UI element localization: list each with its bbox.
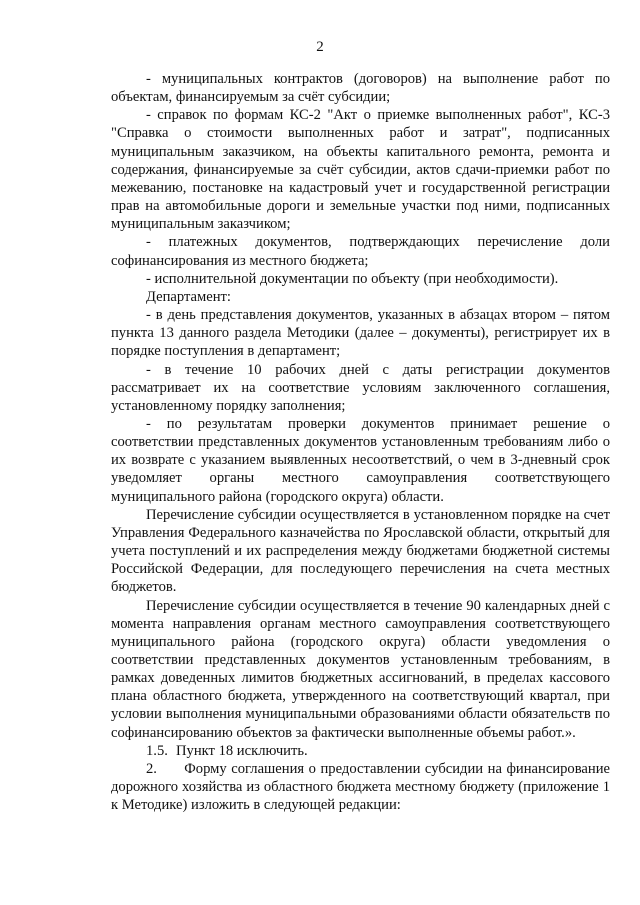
paragraph: - исполнительной документации по объекту (при необходимости).: [146, 270, 559, 287]
paragraph: Перечисление субсидии осуществляется в установленном порядке на счет Управления Федерального казначейства по Ярославской области, открытый для учета поступлений и их распределения между бюджетами бюджетной системы Российской Федерации, для последующего перечисления на счета местных бюджетов.: [111, 506, 610, 596]
item-number: 2.: [146, 760, 157, 777]
paragraph: - в течение 10 рабочих дней с даты регистрации документов рассматривает их на соответствие условиям заключенного соглашения, установленному порядку заполнения;: [111, 361, 610, 414]
paragraph: - в день представления документов, указанных в абзацах втором – пятом пункта 13 данного раздела Методики (далее – документы), регистрирует их в порядке поступления в департамент;: [111, 307, 610, 360]
paragraph: Перечисление субсидии осуществляется в течение 90 календарных дней с момента направления органам местного самоуправления соответствующего муниципального района (городского округа) области уведомления о соответствии представленных документов установленным требованиям, в рамках доведенных лимитов бюджетных ассигнований, в пределах кассового плана областного бюджета, утвержденного на соответствующий квартал, при условии выполнения муниципальными образованиями области обязательств по софинансированию объектов за фактически выполненные объемы работ.».: [111, 597, 610, 741]
paragraph: Департамент:: [146, 288, 231, 305]
list-item-text: Пункт 18 исключить.: [176, 742, 308, 759]
page-number: 2: [316, 39, 324, 55]
paragraph: - справок по формам КС-2 "Акт о приемке выполненных работ", КС-3 "Справка о стоимости выполненных работ и затрат", подписанных муниципальным заказчиком, на объекты капитального ремонта, ремонта и содержания, финансируемые за счёт субсидии, актов сдачи-приемки работ по межеванию, постановке на кадастровый учет и государственной регистрации прав на автомобильные дороги и земельные участки под ними, подписанных муниципальным заказчиком;: [111, 107, 610, 233]
document-body: [111, 70, 610, 814]
paragraph: - платежных документов, подтверждающих перечисление доли софинансирования из местного бюджета;: [111, 234, 610, 269]
paragraph: - по результатам проверки документов принимает решение о соответствии представленных документов установленным требованиям либо о их возврате с указанием выявленных несоответствий, о чем в 3-дневный срок уведомляет органы местного самоуправления соответствующего муниципального района (городского округа) области.: [111, 415, 610, 505]
paragraph: - муниципальных контрактов (договоров) на выполнение работ по объектам, финансируемым за счёт субсидии;: [111, 71, 610, 106]
item-text: Форму соглашения о предоставлении субсидии на финансирование дорожного хозяйства из областного бюджета местному бюджету (приложение 1 к Методике) изложить в следующей редакции:: [111, 760, 610, 814]
list-item-number: 1.5.: [146, 742, 168, 759]
list-item-1-5: [111, 742, 610, 760]
paragraph-item-2: [111, 760, 610, 814]
